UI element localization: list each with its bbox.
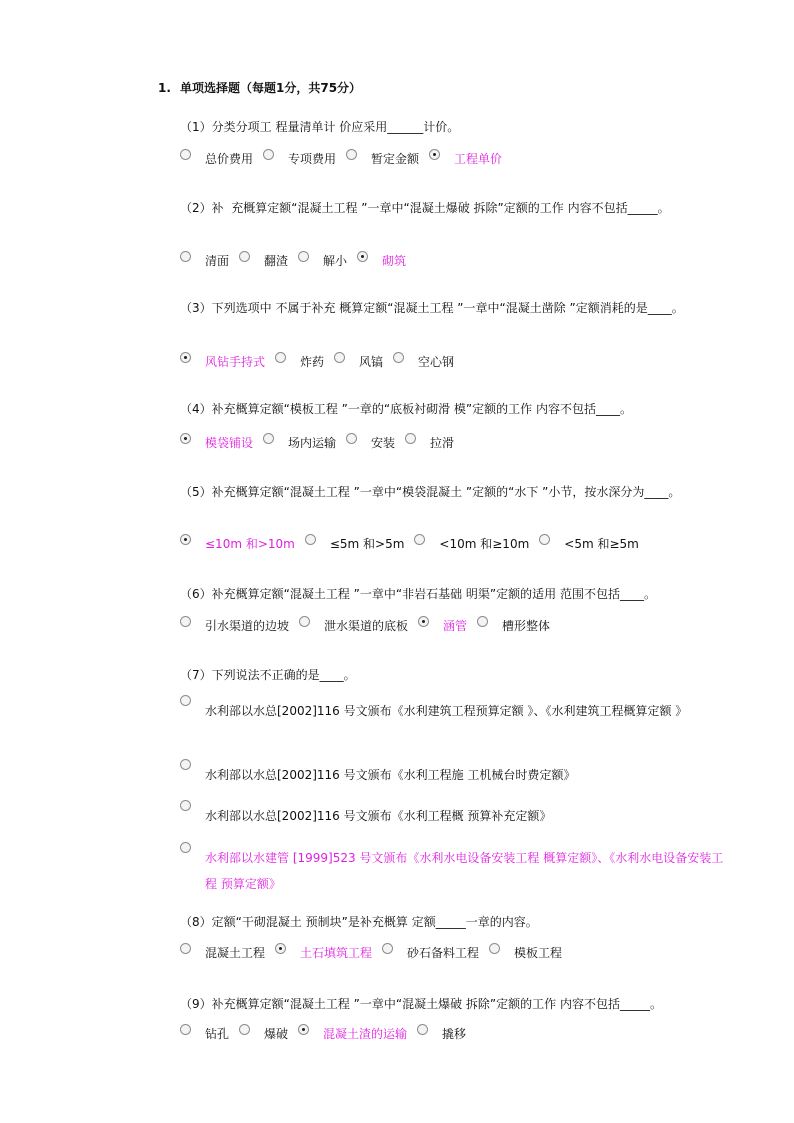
option-group	[180, 250, 726, 272]
option-label: 空心钢	[418, 355, 455, 369]
answer-option[interactable]	[180, 533, 295, 555]
radio-button[interactable]	[275, 352, 286, 363]
option-label: 钻孔	[205, 1027, 230, 1041]
option-label: ≤10m 和>10m	[205, 537, 295, 551]
option-label: 撬移	[442, 1027, 467, 1041]
radio-button[interactable]	[489, 943, 500, 954]
option-label: 引水渠道的边坡	[205, 619, 290, 633]
option-label: 泄水渠道的底板	[324, 619, 409, 633]
option-label: 解小	[323, 254, 348, 268]
radio-button[interactable]	[275, 943, 286, 954]
question-stem: （2）补 充概算定额“混凝土工程 ”一章中“混凝土爆破 拆除”定额的工作 内容不包括_____。	[180, 201, 670, 215]
option-label: 砌筑	[382, 254, 407, 268]
question-stem: （7）下列说法不正确的是____。	[180, 668, 356, 682]
question-stem: （3）下列选项中 不属于补充 概算定额“混凝土工程 ”一章中“混凝土凿除 ”定额消耗的是____。	[180, 301, 684, 315]
radio-button[interactable]	[417, 1024, 428, 1035]
answer-option[interactable]	[393, 351, 454, 373]
radio-button[interactable]	[305, 534, 316, 545]
radio-button[interactable]	[180, 352, 191, 363]
answer-option[interactable]	[275, 942, 372, 964]
radio-button[interactable]	[180, 1024, 191, 1035]
answer-option[interactable]	[180, 615, 289, 637]
answer-option[interactable]	[334, 351, 383, 373]
answer-option[interactable]	[346, 432, 395, 454]
option-label: ≤5m 和>5m	[329, 537, 405, 551]
radio-button[interactable]	[418, 616, 429, 627]
option-label: 风镐	[359, 355, 384, 369]
option-label: 混凝土渣的运输	[323, 1027, 408, 1041]
section-title: 单项选择题（每题1分，共75分）	[180, 81, 362, 95]
answer-option[interactable]	[305, 533, 405, 555]
option-label: 总价费用	[205, 152, 254, 166]
option-label: 安装	[371, 436, 396, 450]
answer-option[interactable]	[489, 942, 562, 964]
radio-button[interactable]	[414, 534, 425, 545]
answer-option[interactable]	[382, 942, 479, 964]
radio-button[interactable]	[180, 695, 191, 706]
answer-option[interactable]	[417, 1023, 466, 1045]
radio-button[interactable]	[180, 534, 191, 545]
option-label: 清面	[205, 254, 230, 268]
option-label: 土石填筑工程	[300, 946, 373, 960]
answer-option[interactable]	[418, 615, 467, 637]
section-heading	[158, 79, 361, 96]
option-label: 模袋铺设	[205, 436, 254, 450]
option-label: 涵管	[443, 619, 468, 633]
radio-button[interactable]	[180, 251, 191, 262]
question-stem: （5）补充概算定额“混凝土工程 ”一章中“模袋混凝土 ”定额的“水下 ”小节，按水深分为____。	[180, 485, 681, 499]
radio-button[interactable]	[357, 251, 368, 262]
option-label: 模板工程	[514, 946, 563, 960]
radio-button[interactable]	[346, 149, 357, 160]
option-label: 炸药	[300, 355, 325, 369]
answer-option[interactable]	[180, 695, 726, 724]
answer-option[interactable]	[357, 250, 406, 272]
option-label: 工程单价	[454, 152, 503, 166]
option-label: 翻渣	[264, 254, 289, 268]
radio-button[interactable]	[393, 352, 404, 363]
radio-button[interactable]	[180, 433, 191, 444]
answer-option[interactable]	[180, 842, 726, 897]
radio-button[interactable]	[298, 251, 309, 262]
option-label: <10m 和≥10m	[439, 537, 530, 551]
option-label: 专项费用	[288, 152, 337, 166]
radio-button[interactable]	[180, 759, 191, 770]
option-group	[180, 1023, 726, 1045]
option-label: 风钻手持式	[205, 355, 266, 369]
answer-option[interactable]	[405, 432, 454, 454]
option-label: 水利部以水总[2002]116 号文颁布《水利工程概 预算补充定额》	[205, 809, 552, 823]
option-group	[180, 533, 726, 555]
answer-option[interactable]	[239, 250, 288, 272]
option-group	[180, 351, 726, 373]
radio-button[interactable]	[299, 616, 310, 627]
section-number: 1.	[158, 81, 171, 95]
radio-button[interactable]	[334, 352, 345, 363]
option-label: 水利部以水建管 [1999]523 号文颁布《水利水电设备安装工程 概算定额》、《水利水电设备安装工程 预算定额》	[205, 851, 724, 891]
question-stem: （6）补充概算定额“混凝土工程 ”一章中“非岩石基础 明渠”定额的适用 范围不包括____。	[180, 587, 656, 601]
radio-button[interactable]	[180, 616, 191, 627]
radio-button[interactable]	[239, 251, 250, 262]
option-label: 暂定金额	[371, 152, 420, 166]
answer-option[interactable]	[263, 432, 336, 454]
radio-button[interactable]	[298, 1024, 309, 1035]
radio-button[interactable]	[180, 149, 191, 160]
option-label: 砂石备料工程	[407, 946, 480, 960]
question-stem: （9）补充概算定额“混凝土工程 ”一章中“混凝土爆破 拆除”定额的工作 内容不包括_____。	[180, 997, 662, 1011]
option-label: 槽形整体	[502, 619, 551, 633]
answer-option[interactable]	[275, 351, 324, 373]
answer-option[interactable]	[180, 432, 253, 454]
answer-option[interactable]	[263, 148, 336, 170]
option-group	[180, 432, 726, 454]
answer-option[interactable]	[239, 1023, 288, 1045]
radio-button[interactable]	[382, 943, 393, 954]
answer-option[interactable]	[477, 615, 550, 637]
option-label: 水利部以水总[2002]116 号文颁布《水利工程施 工机械台时费定额》	[205, 768, 576, 782]
option-label: <5m 和≥5m	[564, 537, 639, 551]
radio-button[interactable]	[405, 433, 416, 444]
option-label: 拉滑	[430, 436, 455, 450]
answer-option[interactable]	[539, 533, 639, 555]
answer-option[interactable]	[180, 1023, 229, 1045]
question-stem: （1）分类分项工 程量清单计 价应采用______计价。	[180, 120, 460, 134]
option-group	[180, 615, 726, 637]
answer-option[interactable]	[298, 1023, 407, 1045]
option-label: 混凝土工程	[205, 946, 266, 960]
answer-option[interactable]	[429, 148, 502, 170]
radio-button[interactable]	[239, 1024, 250, 1035]
answer-option[interactable]	[180, 942, 265, 964]
radio-button[interactable]	[263, 149, 274, 160]
answer-option[interactable]	[346, 148, 419, 170]
question-stem: （4）补充概算定额“模板工程 ”一章的“底板衬砌滑 模”定额的工作 内容不包括____。	[180, 402, 632, 416]
answer-option[interactable]	[180, 800, 726, 829]
answer-option[interactable]	[180, 148, 253, 170]
radio-button[interactable]	[346, 433, 357, 444]
option-label: 水利部以水总[2002]116 号文颁布《水利建筑工程预算定额 》、《水利建筑工程概算定额 》	[205, 704, 688, 718]
answer-option[interactable]	[180, 759, 726, 788]
radio-button[interactable]	[429, 149, 440, 160]
answer-option[interactable]	[180, 351, 265, 373]
question-stem: （8）定额“干砌混凝土 预制块”是补充概算 定额_____一章的内容。	[180, 915, 538, 929]
option-group	[180, 148, 726, 170]
answer-option[interactable]	[299, 615, 408, 637]
option-group	[180, 942, 726, 964]
radio-button[interactable]	[539, 534, 550, 545]
radio-button[interactable]	[180, 842, 191, 853]
radio-button[interactable]	[180, 800, 191, 811]
radio-button[interactable]	[180, 943, 191, 954]
option-label: 爆破	[264, 1027, 289, 1041]
radio-button[interactable]	[477, 616, 488, 627]
answer-option[interactable]	[414, 533, 529, 555]
option-label: 场内运输	[288, 436, 337, 450]
radio-button[interactable]	[263, 433, 274, 444]
answer-option[interactable]	[180, 250, 229, 272]
answer-option[interactable]	[298, 250, 347, 272]
